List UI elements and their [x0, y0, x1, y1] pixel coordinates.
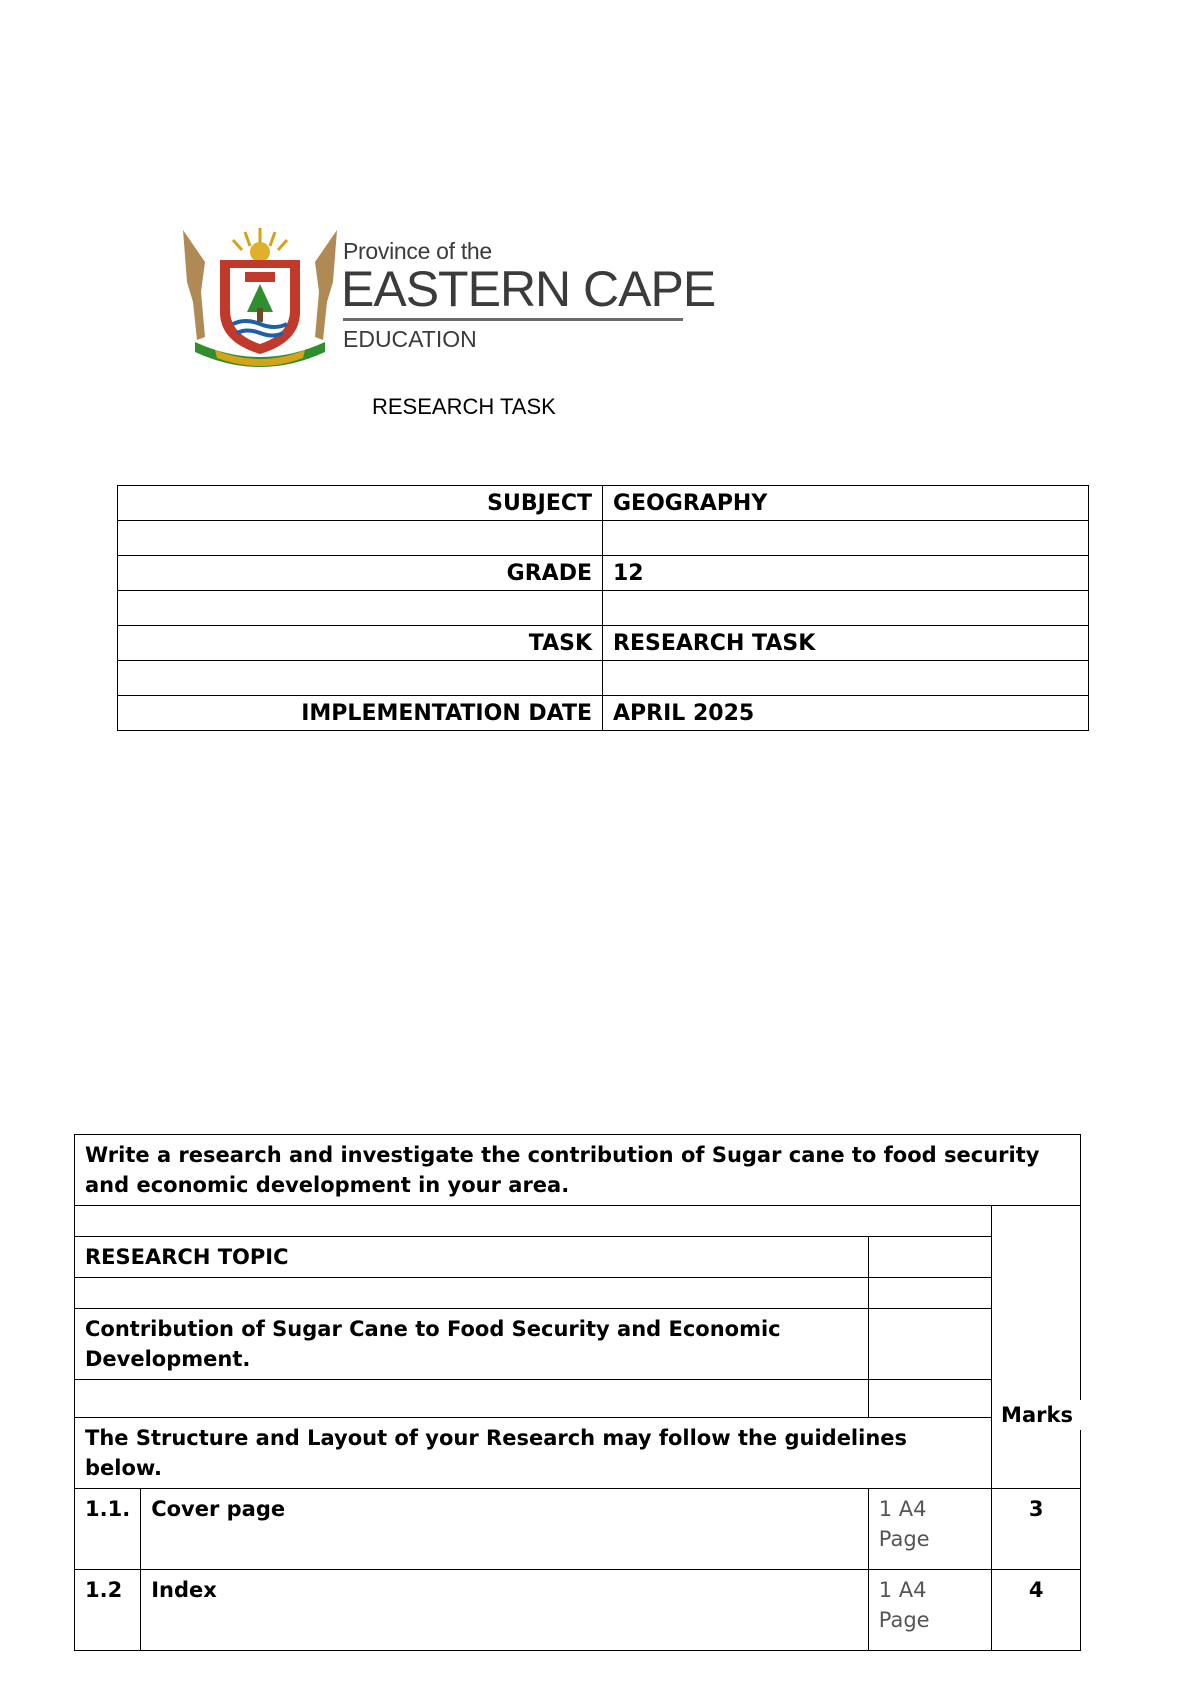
info-value — [603, 521, 1089, 556]
info-value — [603, 661, 1089, 696]
empty-cell — [868, 1278, 992, 1309]
info-value: 12 — [603, 556, 1089, 591]
table-row — [75, 1278, 1081, 1309]
table-row — [118, 521, 1089, 556]
table-row — [118, 591, 1089, 626]
empty-cell — [992, 1206, 1081, 1489]
table-row — [75, 1570, 1081, 1651]
task-info-table — [117, 485, 1089, 731]
document-title: RESEARCH TASK — [372, 394, 556, 419]
info-label — [118, 591, 603, 626]
item-label: Cover page — [141, 1489, 869, 1570]
logo-province-text: Province of the — [343, 238, 492, 264]
info-label: TASK — [118, 626, 603, 661]
info-label: IMPLEMENTATION DATE — [118, 696, 603, 731]
item-length: 1 A4 Page — [868, 1570, 992, 1651]
item-number: 1.1. — [75, 1489, 141, 1570]
item-marks: 3 — [992, 1489, 1081, 1570]
empty-cell — [868, 1309, 992, 1380]
table-row — [118, 556, 1089, 591]
info-label — [118, 521, 603, 556]
research-task-table — [74, 1134, 1081, 1651]
table-row — [118, 626, 1089, 661]
empty-cell — [75, 1380, 869, 1418]
info-value: APRIL 2025 — [603, 696, 1089, 731]
table-row — [75, 1237, 1081, 1278]
research-instruction: Write a research and investigate the contribution of Sugar cane to food security and economic development in your area. — [75, 1135, 1081, 1206]
coat-of-arms-icon — [175, 222, 345, 368]
table-row — [75, 1418, 1081, 1489]
marks-header: Marks — [993, 1400, 1081, 1430]
logo-eastern-cape-text: EASTERN CAPE — [341, 261, 716, 317]
table-row — [75, 1380, 1081, 1418]
empty-cell — [868, 1380, 992, 1418]
table-row — [118, 661, 1089, 696]
item-marks: 4 — [992, 1570, 1081, 1651]
empty-cell — [868, 1237, 992, 1278]
info-value — [603, 591, 1089, 626]
table-row — [75, 1206, 1081, 1237]
item-number: 1.2 — [75, 1570, 141, 1651]
table-row — [118, 486, 1089, 521]
logo-divider — [343, 318, 683, 321]
info-label — [118, 661, 603, 696]
structure-guidelines-text: The Structure and Layout of your Research may follow the guidelines below. — [75, 1418, 992, 1489]
item-label: Index — [141, 1570, 869, 1651]
logo-education-text: EDUCATION — [343, 326, 477, 352]
info-value: GEOGRAPHY — [603, 486, 1089, 521]
empty-cell — [75, 1278, 869, 1309]
table-row — [75, 1489, 1081, 1570]
info-label: SUBJECT — [118, 486, 603, 521]
table-row — [75, 1309, 1081, 1380]
empty-cell — [75, 1206, 992, 1237]
research-topic: Contribution of Sugar Cane to Food Security and Economic Development. — [75, 1309, 869, 1380]
info-value: RESEARCH TASK — [603, 626, 1089, 661]
item-length: 1 A4 Page — [868, 1489, 992, 1570]
research-topic-label: RESEARCH TOPIC — [75, 1237, 869, 1278]
table-row — [118, 696, 1089, 731]
info-label: GRADE — [118, 556, 603, 591]
eastern-cape-education-logo — [175, 222, 716, 368]
table-row — [75, 1135, 1081, 1206]
